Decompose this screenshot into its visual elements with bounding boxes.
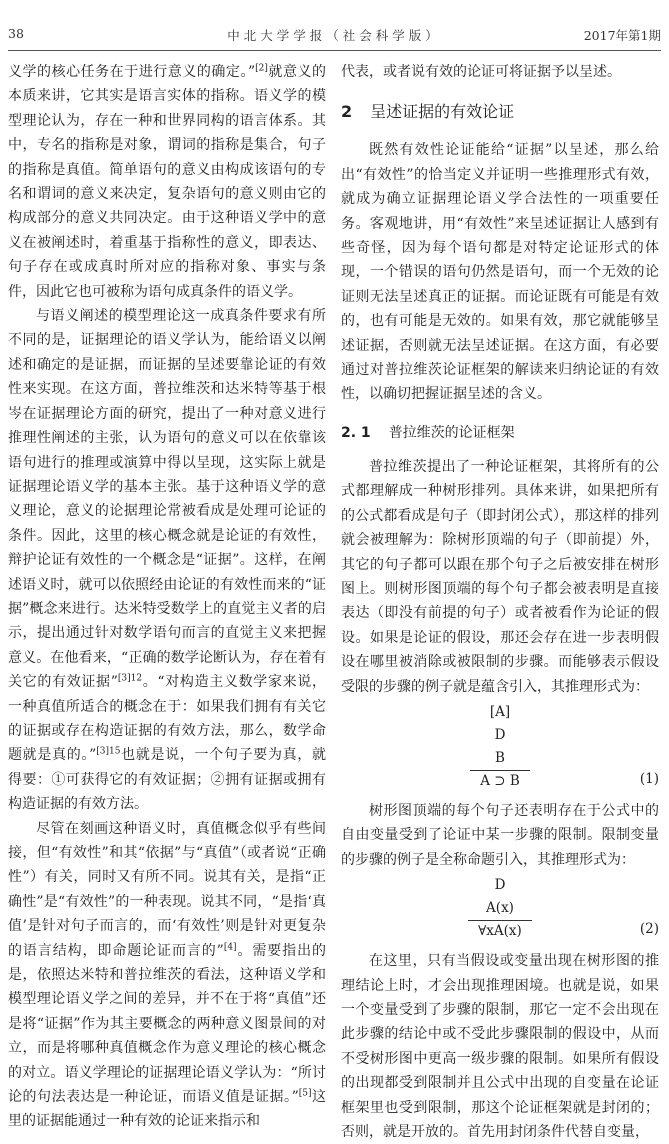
subsection-title: 普拉维茨的论证框架	[388, 424, 515, 441]
formula-1	[341, 701, 659, 793]
formula-numerator: A(x)	[486, 900, 514, 917]
citation: [5]	[298, 1088, 312, 1099]
subsection-heading	[341, 421, 659, 445]
formula-assumption: [A]	[489, 703, 511, 720]
citation: [2]	[255, 63, 268, 74]
citation: [4]	[223, 941, 237, 952]
paragraph: 义学的核心任务在于进行意义的确定。”[2]就意义的本质来讲，它其实是语言实体的指称。语义学的模型理论认为，存在一种和世界同构的语言体系。其中，专名的指称是对象，谓词的指称是集合，句子的指称是真值。简单语句的意义由构成该语句的专名和谓词的意义来决定，复杂语句的意义则由它的构成部分的意义共同决定。由于这种语义学中的意义在被阐述时，着重基于指称性的意义，即表达、句子存在或成真时所对应的指称对象、事实与条件，因此它也可被称为语句成真条件的语义学。	[8, 63, 327, 300]
left-column	[8, 60, 326, 1134]
formula-denominator: ∀xA(x)	[468, 920, 532, 941]
header-rule	[8, 50, 661, 51]
formula-derivation: D	[494, 726, 506, 743]
paragraph: 既然有效性论证能给“证据”以呈述，那么给出“有效性”的恰当定义并证明一些推理形式有效，就成为确立证据理论语义学合法性的一项重要任务。客观地讲，用“有效性”来呈述证据让人感到有些奇怪，因为每个语句都是对特定论证形式的体现，一个错误的语句仍然是语句，而一个无效的论证则无法呈述真正的证据。而论证既有可能是有效的，也有可能是无效的。如果有效，那它就能够呈述证据，否则就无法呈述证据。在这方面，有必要通过对普拉维茨论证框架的解读来归纳论证的有效性，以确切把握证据呈述的含义。	[341, 142, 659, 403]
formula-derivation: D	[494, 877, 506, 894]
issue-label: 2017年第1期	[583, 28, 661, 43]
formula-2	[341, 874, 659, 943]
citation: [3]12	[117, 673, 143, 684]
equation-number: (2)	[639, 921, 659, 938]
section-title: 呈述证据的有效论证	[370, 102, 515, 122]
paragraph: 与语义阐述的模型理论这一成真条件要求有所不同的是，证据理论的语义学认为，能给语义以阐述和确定的是证据，而证据的呈述要靠论证的有效性来实现。在这方面，普拉维茨和达米特等基于根岑在证据理论方面的研究，提出了一种对意义进行推理性阐述的主张，认为语句的意义可以在依靠该语句进行的推理或演算中得以呈现，这实际上就是证据理论语义学的基本主张。基于这种语义学的意义理论，意义的论据理论常被看成是处理可论证的条件。因此，这里的核心概念就是论证的有效性，辩护论证有效性的一个概念是“证据”。这样，在阐述语义时，就可以依照经由论证的有效性而来的“证据”概念来进行。达米特受数学上的直觉主义者的启示，提出通过针对数学语句而言的直觉主义来把握意义。在他看来，“正确的数学论断认为，存在着有关它的有效证据”$^{[3]12}$。“对构造主义数学家来说，一种真值所适合的概念在于：如果我们拥有有关它的证据或存在构造证据的有效方法，那么，数学命题就是真的。”$^{[3]15}$也就是说，一个句子要为真，就得要：①可获得它的有效证据；②拥有证据或拥有构造证据的有效方法。	[8, 308, 326, 813]
equation-number: (1)	[639, 770, 659, 787]
right-column	[341, 60, 659, 1144]
subsection-number: 2. 1	[341, 424, 371, 441]
section-heading	[341, 100, 659, 124]
paragraph: 普拉维茨提出了一种论证框架，其将所有的公式都理解成一种树形排列。具体来讲，如果把所有的公式都看成是句子（即封闭公式），那这样的排列就会被理解为：除树形顶端的句子（即前提）外，其它的句子都可以跟在那个句子之后被安排在树形图上。则树形图顶端的每个句子都会被表明是直接表达（即没有前提的句子）或者被看作为论证的假设。如果是论证的假设，那还会存在进一步表明假设在哪里被消除或被限制的步骤。而能够表示假设受限的步骤的例子就是蕴含引入，其推理形式为：	[341, 458, 659, 695]
formula-numerator: B	[495, 749, 505, 766]
page-header	[8, 26, 661, 48]
paragraph: 代表，或者说有效的论证可将证据予以呈述。	[341, 64, 621, 80]
page-number: 38	[8, 26, 24, 41]
paragraph: 尽管在刻画这种语义时，真值概念似乎有些间接，但“有效性”和其“依据”与“真值”（或者说“正确性”）有关，同时又有所不同。说其有关，是指“正确性”是“有效性”的一种表现。说其不同，“是指‘真值’是针对句子而言的，而‘有效性’则是针对更复杂的语言结构，即命题论证而言的”[4]。需要指出的是，依照达米特和普拉维茨的看法，这种语义学和模型理论语义学之间的差异，并不在于将“真值”还是将“证据”作为其主要概念的两种意义图景间的对立，而是将哪种真值概念作为意义理论的核心概念的对立。语义学理论的证据理论语义学认为：“所讨论的句法表达是一种论证，而语义值是证据。”[5]这里的证据能通过一种有效的论证来指示和	[8, 820, 327, 1130]
section-number: 2	[341, 102, 353, 122]
citation: [3]15	[96, 746, 121, 757]
journal-title: 中北大学学报（社会科学版）	[227, 28, 442, 43]
formula-denominator: A ⊃ B	[470, 770, 530, 791]
paragraph: 在这里，只有当假设或变量出现在树形图的推理结论上时，才会出现推理困境。也就是说，如果一个变量受到了步骤的限制，那它一定不会出现在此步骤的结论中或不受此步骤限制的假设中，从而不受树形图中更高一级步骤的限制。如果所有假设的出现都受到限制并且公式中出现的自变量在论证框架里也受到限制，那这个论证框架就是封闭的；否则，就是开放的。首先用封闭条件代替自变量，	[341, 953, 659, 1140]
paragraph: 树形图顶端的每个句子还表明存在于公式中的自由变量受到了论证中某一步骤的限制。限制变量的步骤的例子是全称命题引入，其推理形式为：	[341, 802, 659, 868]
